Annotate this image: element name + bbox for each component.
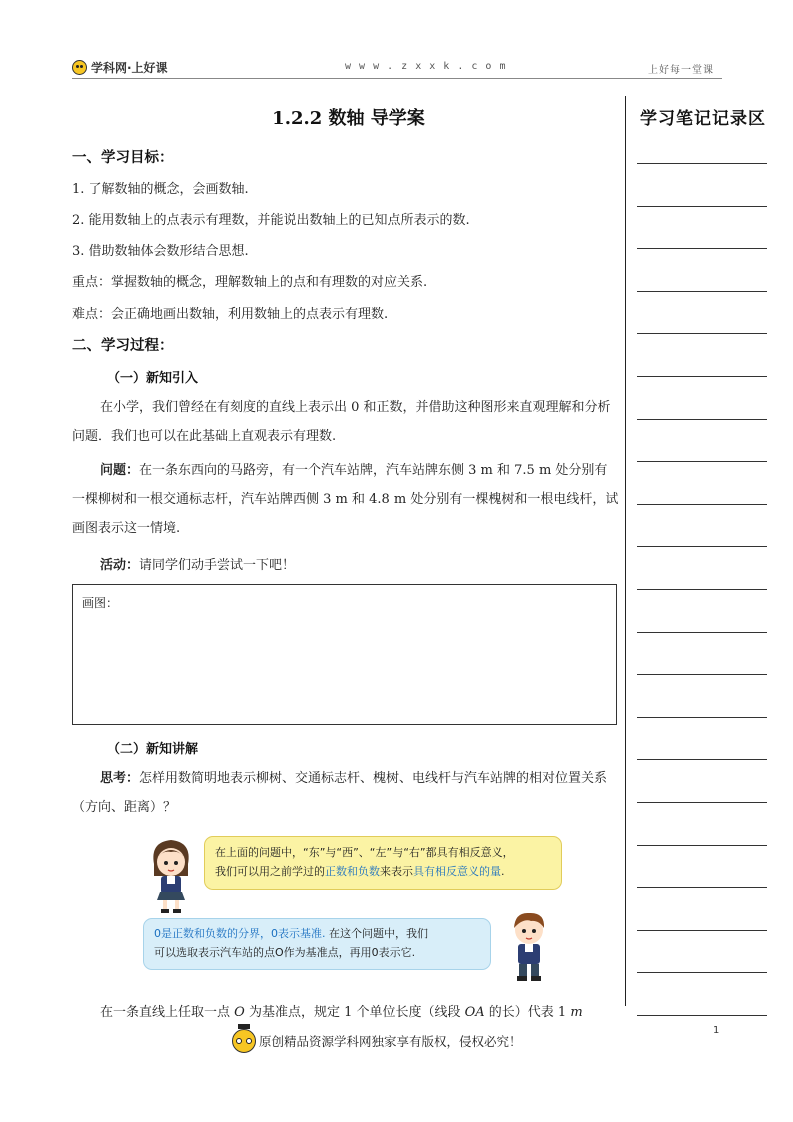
note-line xyxy=(637,802,767,803)
bubble1-line1: 在上面的问题中，“东”与“西”、“左”与“右”都具有相反意义， xyxy=(215,846,514,859)
bubble1-highlight-a: 正数和负数 xyxy=(325,865,380,878)
note-line xyxy=(637,546,767,547)
notes-column-divider xyxy=(625,96,626,1006)
notes-title: 学习笔记记录区 xyxy=(640,109,766,129)
girl-character-icon xyxy=(146,836,196,914)
header-divider xyxy=(72,78,722,79)
boy-character-icon xyxy=(505,908,553,984)
note-line xyxy=(637,163,767,164)
note-line xyxy=(637,206,767,207)
speech-bubble-blue xyxy=(143,918,491,970)
footer xyxy=(232,1029,522,1053)
note-line xyxy=(637,333,767,334)
bubble1-highlight-b: 具有相反意义的量 xyxy=(413,865,501,878)
activity-label: 活动： xyxy=(100,558,140,573)
section-heading-process: 二、学习过程： xyxy=(72,337,174,354)
header-url: w w w . z x x k . c o m xyxy=(345,61,507,72)
footer-copyright: 原创精品资源学科网独家享有版权，侵权必究！ xyxy=(259,1034,522,1049)
logo-text: 学科网·上好课 xyxy=(91,61,168,75)
section-heading-goals: 一、学习目标： xyxy=(72,149,174,166)
subsection-intro: （一）新知引入 xyxy=(107,371,199,386)
drawing-label: 画图： xyxy=(82,596,119,610)
page-title: 1.2.2 数轴 导学案 xyxy=(272,108,425,129)
note-line xyxy=(637,759,767,760)
page-number: 1 xyxy=(713,1025,720,1036)
site-logo xyxy=(72,59,168,76)
axis-definition-paragraph xyxy=(72,998,620,1027)
footer-mascot-icon xyxy=(232,1029,256,1053)
point-o-variable: O xyxy=(234,1005,245,1020)
note-line xyxy=(637,845,767,846)
unit-m-variable: m xyxy=(570,1005,583,1020)
intro-paragraph: 在小学，我们曾经在有刻度的直线上表示出 0 和正数，并借助这种图形来直观理解和分析问题．我们也可以在此基础上直观表示有理数. xyxy=(72,400,611,444)
problem-label: 问题： xyxy=(100,463,140,478)
note-line xyxy=(637,930,767,931)
bubble1-text-a: 我们可以用之前学过的 xyxy=(215,865,325,878)
note-line xyxy=(637,248,767,249)
note-line xyxy=(637,1015,767,1016)
think-paragraph xyxy=(72,764,620,822)
activity-text: 请同学们动手尝试一下吧！ xyxy=(139,558,296,573)
bubble1-text-e: . xyxy=(501,865,505,878)
note-line xyxy=(637,291,767,292)
note-line xyxy=(637,717,767,718)
header-slogan: 上好每一堂课 xyxy=(648,65,714,76)
difficulty-point: 难点：会正确地画出数轴，利用数轴上的点表示有理数. xyxy=(72,307,389,322)
segment-oa-variable: OA xyxy=(464,1005,485,1020)
bubble1-line2 xyxy=(215,862,551,881)
note-line xyxy=(637,376,767,377)
note-line xyxy=(637,632,767,633)
bubble2-line1 xyxy=(154,924,480,943)
key-point: 重点：掌握数轴的概念，理解数轴上的点和有理数的对应关系. xyxy=(72,275,428,290)
think-label: 思考： xyxy=(100,771,140,786)
activity-paragraph xyxy=(72,551,620,580)
note-line xyxy=(637,504,767,505)
note-line xyxy=(637,589,767,590)
drawing-area[interactable] xyxy=(72,584,617,725)
logo-face-icon xyxy=(72,60,87,75)
note-line xyxy=(637,419,767,420)
note-line xyxy=(637,972,767,973)
axis-text-c: 的长）代表 1 xyxy=(484,1005,571,1020)
axis-text-a: 在一条直线上任取一点 xyxy=(100,1005,235,1020)
bubble2-line2: 可以选取表示汽车站的点O作为基准点，再用0表示它. xyxy=(154,946,416,959)
note-line xyxy=(637,674,767,675)
problem-text: 在一条东西向的马路旁，有一个汽车站牌，汽车站牌东侧 3 m 和 7.5 m 处分别有一棵柳树和一根交通标志杆，汽车站牌西侧 3 m 和 4.8 m 处分别有一棵槐树和一根电线杆，试画图表示这一情境. xyxy=(72,463,619,536)
axis-text-b: 为基准点，规定 1 个单位长度（线段 xyxy=(244,1005,465,1020)
problem-paragraph xyxy=(72,456,620,543)
note-line xyxy=(637,461,767,462)
bubble1-text-c: 来表示 xyxy=(380,865,413,878)
speech-bubble-yellow xyxy=(204,836,562,890)
goal-item-1: 1. 了解数轴的概念，会画数轴. xyxy=(72,182,249,197)
goal-item-3: 3. 借助数轴体会数形结合思想. xyxy=(72,244,249,259)
bubble2-text: 在这个问题中，我们 xyxy=(325,927,428,940)
subsection-explain: （二）新知讲解 xyxy=(107,742,199,757)
bubble2-highlight: 0是正数和负数的分界，0表示基准. xyxy=(154,927,326,940)
goal-item-2: 2. 能用数轴上的点表示有理数，并能说出数轴上的已知点所表示的数. xyxy=(72,213,470,228)
note-line xyxy=(637,887,767,888)
think-text: 怎样用数简明地表示柳树、交通标志杆、槐树、电线杆与汽车站牌的相对位置关系（方向、距离）？ xyxy=(72,771,608,815)
